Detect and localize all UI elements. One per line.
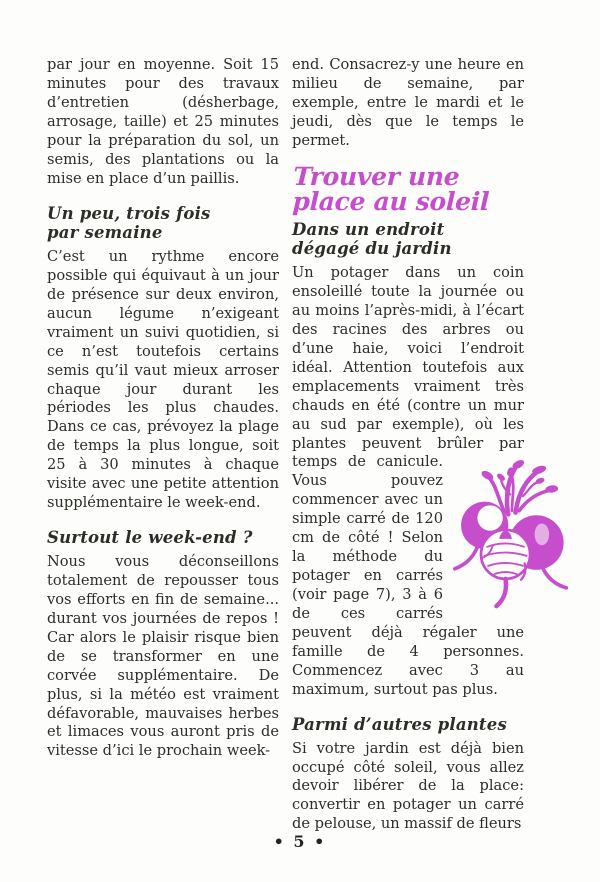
page-number: • 5 •: [273, 832, 327, 851]
right-column: [292, 56, 524, 836]
subheading-clear-spot: Dans un endroit dégagé du jardin: [292, 219, 452, 259]
paragraph-midweek: end. Consacrez-y une heure en milieu de semaine, par exemple, entre le mardi et le jeudi, dès que le temps le permet.: [292, 56, 524, 149]
paragraph-sunny-spot-part1: Un potager dans un coin ensoleillé toute la journée ou au moins l’après-midi, à l’écart des racines des arbres ou d’une haie, voici l’endroit idéal. Attention toutefois aux emplacements vraiment très chauds en été (contre un mur au sud par exemple), où les plantes peuvent brûler par: [292, 263, 524, 452]
paragraph-rhythm: C’est un rythme encore possible qui équivaut à un jour de présence sur deux environ, aucun légume n’exigeant vraiment un suivi quotidien, si ce n’est toutefois certains semis qu’il vaut mieux arroser chaque jour durant les périodes les plus chaudes. Dans ce cas, prévoyez la plage de temps la plus longue, soit 25 à 30 minutes à chaque visite avec une petite attention supplémentaire le week-end.: [47, 247, 279, 512]
paragraph-sunny-spot-part2: temps de canicule. Vous pouvez commencer avec un simple carré de 120 cm de côté ! Selon la méthode du potager en carrés (voir page 7), 3 à 6 de ces carrés peuvent déjà régaler une famille de 4 personnes. Commencez avec 3 au maximum, surtout pas plus.: [292, 453, 524, 699]
section-heading-sunny-place: Trouver une place au soleil: [291, 161, 490, 216]
subheading-weekend: Surtout le week-end ?: [47, 528, 253, 548]
left-column: [47, 56, 279, 836]
paragraph-daily-time: par jour en moyenne. Soit 15 minutes pour des travaux d’entretien (désherbage, arrosage, taille) et 25 minutes pour la préparation du sol, un semis, des plantations ou la mise en place d’un paillis.: [47, 56, 279, 187]
subheading-other-plants: Parmi d’autres plantes: [292, 715, 507, 735]
radishes-illustration: [452, 455, 570, 611]
paragraph-other-plants: Si votre jardin est déjà bien occupé côté soleil, vous allez devoir libérer de la place: convertir en potager un carré de pelouse, un massif de fleurs: [292, 739, 524, 833]
subheading-rhythm: Un peu, trois fois par semaine: [47, 203, 211, 243]
paragraph-weekend: Nous vous déconseillons totalement de repousser tous vos efforts en fin de semaine... durant vos journées de repos ! Car alors le plaisir risque bien de se transformer en une corvée supplémentaire. De plus, si la météo est vraiment défavorable, mauvaises herbes et limaces vous auront pris de vitesse d’ici le prochain week-: [47, 552, 279, 760]
paragraph-sunny-spot: [292, 264, 524, 700]
